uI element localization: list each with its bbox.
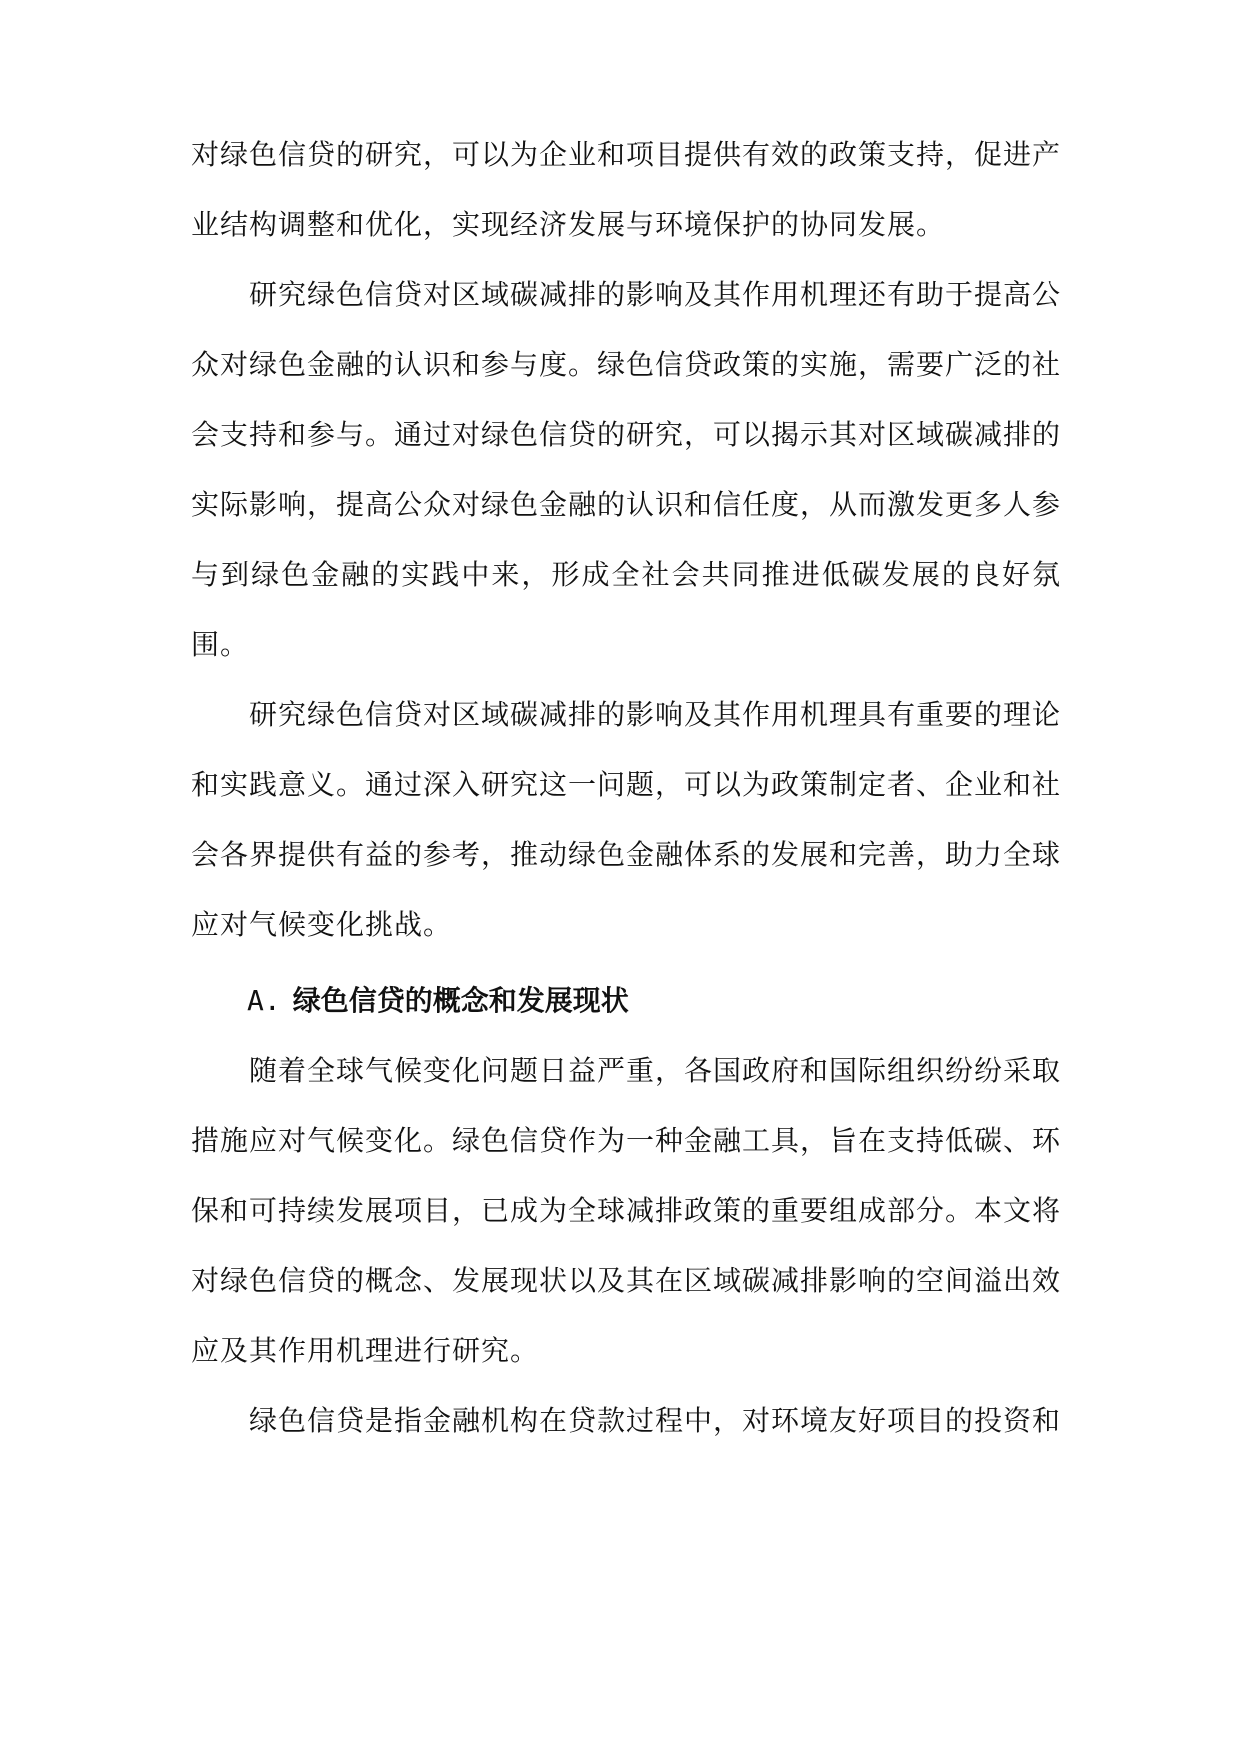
section-title: 绿色信贷的概念和发展现状 (292, 984, 629, 1017)
paragraph-public-awareness: 研究绿色信贷对区域碳减排的影响及其作用机理还有助于提高公众对绿色金融的认识和参与度。绿色信贷政策的实施，需要广泛的社会支持和参与。通过对绿色信贷的研究，可以揭示其对区域碳减排的实际影响，提高公众对绿色金融的认识和信任度，从而激发更多人参与到绿色金融的实践中来，形成全社会共同推进低碳发展的良好氛围。 (191, 278, 1062, 661)
paragraph-background: 随着全球气候变化问题日益严重，各国政府和国际组织纷纷采取措施应对气候变化。绿色信贷作为一种金融工具，旨在支持低碳、环保和可持续发展项目，已成为全球减排政策的重要组成部分。本文将对绿色信贷的概念、发展现状以及其在区域碳减排影响的空间溢出效应及其作用机理进行研究。 (191, 1054, 1062, 1367)
paragraph-continuation: 对绿色信贷的研究，可以为企业和项目提供有效的政策支持，促进产业结构调整和优化，实现经济发展与环境保护的协同发展。 (191, 138, 1062, 241)
section-heading (247, 966, 1061, 1036)
paragraph-definition: 绿色信贷是指金融机构在贷款过程中，对环境友好项目的投资和 (249, 1404, 1062, 1437)
section-number: A. (247, 984, 281, 1017)
paragraph-significance: 研究绿色信贷对区域碳减排的影响及其作用机理具有重要的理论和实践意义。通过深入研究这一问题，可以为政策制定者、企业和社会各界提供有益的参考，推动绿色金融体系的发展和完善，助力全球应对气候变化挑战。 (191, 698, 1062, 941)
